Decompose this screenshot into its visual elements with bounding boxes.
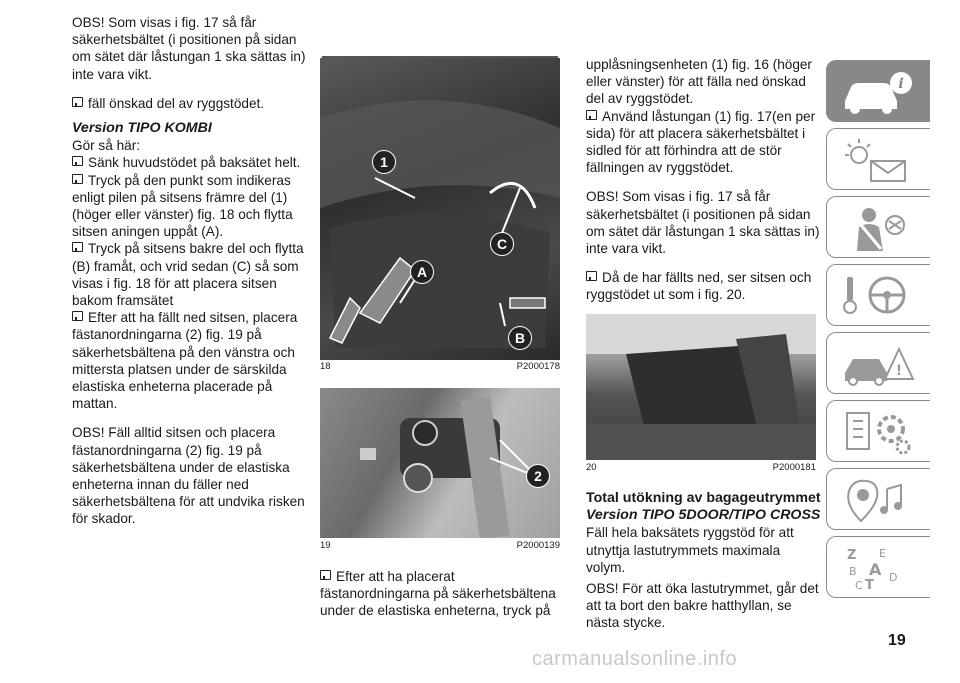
- watermark: carmanualsonline.info: [532, 648, 738, 670]
- tab-multimedia[interactable]: [826, 468, 930, 530]
- section-subtitle: Version TIPO 5DOOR/TIPO CROSS: [586, 507, 821, 524]
- figure-number: 18: [320, 361, 331, 372]
- bullet-text: Efter att ha fällt ned sitsen, placera fästanordningarna (2) fig. 19 på säkerhetsbältena på den vänstra och mittersta platsen under de särskilda elastiska enheterna placerade på mattan.: [72, 310, 298, 412]
- figure-number: 19: [320, 540, 331, 551]
- checkbox-bullet-icon: [72, 174, 83, 184]
- column-left: [72, 14, 308, 528]
- bullet-item: [586, 108, 822, 177]
- checkbox-bullet-icon: [72, 242, 83, 252]
- tab-warning-lights[interactable]: [826, 128, 930, 190]
- bullet-text: Använd låstungan (1) fig. 17(en per sida) för att placera säkerhetsbältet i sidled för att förhindra att de stör fällningen av ryggstödet.: [586, 108, 816, 176]
- warning-lights-icon: [839, 135, 919, 185]
- paragraph: OBS! Fäll alltid sitsen och placera fästanordningarna (2) fig. 19 på säkerhetsbältena under de elastiska enheterna innan du fäller ned säkerhetsbältena för att undvika risken för skador.: [72, 425, 305, 527]
- bullet-item: [72, 240, 308, 309]
- bullet-item: [72, 309, 308, 412]
- steering-key-icon: [839, 271, 919, 321]
- section-heading: Total utökning av bagageutrymmet: [586, 490, 821, 506]
- index-letter: T: [865, 578, 874, 593]
- fastener-illustration: [320, 388, 560, 538]
- column-right: [586, 56, 822, 304]
- svg-text:!: !: [895, 363, 903, 379]
- bullet-text: Tryck på den punkt som indikeras enligt pilen på sitsens främre del (1) (höger eller vänster) fig. 18 och flytta sitsen aningen uppåt (A).: [72, 172, 293, 240]
- figure-number: 20: [586, 462, 597, 473]
- figure-caption: [586, 462, 816, 473]
- tab-index[interactable]: [826, 536, 930, 598]
- bullet-text: Tryck på sitsens bakre del och flytta (B) framåt, och vrid sedan (C) så som visas i fig. 18 för att placera sitsen bakom framsätet: [72, 241, 304, 309]
- bullet-item: [72, 172, 308, 241]
- bullet-text: Efter att ha placerat fästanordningarna på säkerhetsbältena under de elastiska enheterna, tryck på: [320, 569, 556, 619]
- index-letter: E: [879, 547, 886, 560]
- checkbox-bullet-icon: [72, 97, 83, 107]
- bullet-item: [72, 154, 308, 171]
- checkbox-bullet-icon: [72, 311, 83, 321]
- paragraph: OBS! Som visas i fig. 17 så får säkerhetsbältet (i positionen på sidan om sätet där låstungan 1 ska sättas in) inte vara vikt.: [72, 15, 306, 82]
- paragraph: Gör så här:: [72, 138, 140, 154]
- figure-20-folded-seat: [586, 314, 816, 460]
- paragraph: OBS! För att öka lastutrymmet, går det att ta bort den bakre hatthyllan, se nästa stycke.: [586, 581, 819, 631]
- bullet-item: [72, 95, 308, 112]
- seat-illustration: [320, 58, 560, 360]
- index-letter: B: [849, 565, 857, 578]
- seat-belt-airbag-icon: [839, 203, 919, 253]
- index-letter: C: [855, 579, 863, 592]
- index-icon: [839, 543, 919, 593]
- tab-service[interactable]: [826, 400, 930, 462]
- figure-code: P2000178: [516, 361, 560, 372]
- bullet-item: [320, 568, 560, 620]
- bullet-text: Sänk huvudstödet på baksätet helt.: [88, 155, 301, 171]
- bullet-item: [586, 269, 822, 303]
- figure-marker-c: C: [490, 232, 514, 256]
- figure-caption: [320, 540, 560, 551]
- checkbox-bullet-icon: [586, 110, 597, 120]
- section-subtitle: Version TIPO KOMBI: [72, 120, 212, 137]
- checkbox-bullet-icon: [320, 570, 331, 580]
- column-right-lower: [586, 490, 822, 632]
- bullet-text: Då de har fällts ned, ser sitsen och ryggstödet ut som i fig. 20.: [586, 270, 812, 303]
- tab-car-info[interactable]: [826, 60, 930, 122]
- figure-marker-2: 2: [526, 464, 550, 488]
- paragraph: upplåsningsenheten (1) fig. 16 (höger eller vänster) för att fälla ned önskad del av ryggstödet.: [586, 57, 812, 107]
- page-number: 19: [888, 632, 906, 649]
- figure-marker-a: A: [410, 260, 434, 284]
- index-letter: Z: [847, 548, 857, 563]
- folded-seat-illustration: [586, 314, 816, 460]
- figure-caption: [320, 361, 560, 372]
- figure-code: P2000139: [516, 540, 560, 551]
- tab-emergency[interactable]: [826, 332, 930, 394]
- index-letter: A: [869, 560, 882, 579]
- figure-19-belt-fasteners: [320, 388, 560, 538]
- car-info-icon: [839, 67, 919, 117]
- paragraph: Fäll hela baksätets ryggstöd för att utnyttja lastutrymmets maximala volym.: [586, 525, 794, 575]
- figure-18-rear-seat: [320, 58, 560, 360]
- service-tools-icon: [839, 407, 919, 457]
- tab-starting-driving[interactable]: [826, 264, 930, 326]
- multimedia-icon: [839, 475, 919, 525]
- checkbox-bullet-icon: [586, 271, 597, 281]
- figure-code: P2000181: [772, 462, 816, 473]
- figure-marker-b: B: [508, 326, 532, 350]
- tab-safety[interactable]: [826, 196, 930, 258]
- column-middle-text: [320, 568, 560, 620]
- emergency-icon: [839, 339, 919, 389]
- svg-text:i: i: [898, 76, 904, 92]
- chapter-tabs: [826, 60, 930, 604]
- figure-marker-1: 1: [372, 150, 396, 174]
- checkbox-bullet-icon: [72, 156, 83, 166]
- index-letter: D: [889, 571, 898, 584]
- paragraph: OBS! Som visas i fig. 17 så får säkerhetsbältet (i positionen på sidan om sätet där låstungan 1 ska sättas in) inte vara vikt.: [586, 189, 820, 257]
- bullet-text: fäll önskad del av ryggstödet.: [88, 95, 265, 111]
